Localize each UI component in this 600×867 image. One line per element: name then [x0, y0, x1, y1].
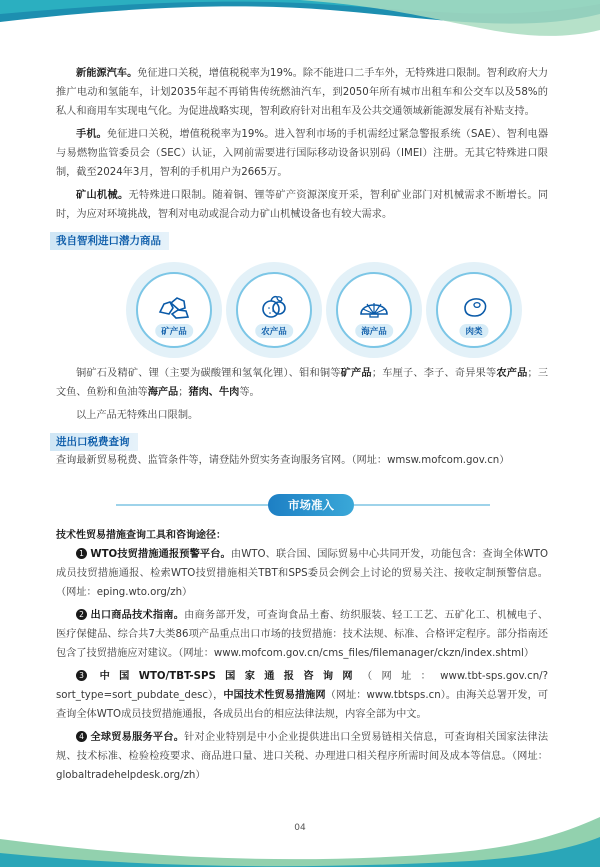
item-number-badge: 1: [76, 548, 87, 559]
paragraph-ev: [56, 64, 548, 121]
market-access-header: [56, 494, 548, 516]
category-label: 肉类: [459, 324, 488, 338]
ev-title: 新能源汽车。: [76, 68, 138, 79]
category-label: 矿产品: [155, 324, 193, 338]
category-label: 农产品: [255, 324, 293, 338]
mining-title: 矿山机械。: [76, 190, 129, 201]
bottom-wave-decoration: [0, 777, 600, 867]
market-item-3: 3 中国WTO/TBT-SPS国家通报咨询网（网址：www.tbt-sps.gov.cn/?sort_type=sort_pubdate_desc），中国技术性贸易措施网（网址：www.tbtsps.cn）。由海关总署开发，可查询全体WTO成员技贸措施通报，各成员出台的相应法律法规，内容全部为中文。: [56, 671, 549, 720]
market-item-2: 2 出口商品技术指南。由商务部开发，可查询食品土畜、纺织服装、轻工工艺、五矿化工、机械电子、医疗保健品、综合共7大类86项产品重点出口市场的技贸措施：技术法规、标准、合格评定程序。部分指南还包含了技贸措施应对建议。（网址：www.mofcom.gov.cn/cms_files/filemanager/ckzn/index.shtml）: [56, 610, 549, 659]
phone-body: 免征进口关税，增值税税率为19%。进入智利市场的手机需经过紧急警报系统（SAE）、智利电器与易燃物监管委员会（SEC）认证，入网前需要进行国际移动设备识别码（IMEI）注册。无其它特殊进口限制，截至2024年3月，智利的手机用户为2665万。: [56, 129, 549, 178]
potential-goods-heading: 我自智利进口潜力商品: [50, 232, 169, 250]
item-number-badge: 4: [76, 731, 87, 742]
page-number: 04: [294, 823, 306, 833]
tariff-query-text: 查询最新贸易税费、监管条件等，请登陆外贸实务查询服务官网。（网址：wmsw.mofcom.gov.cn）: [56, 455, 510, 466]
category-produce: [226, 262, 322, 358]
minerals-icon: [157, 294, 191, 320]
category-label: 海产品: [355, 324, 393, 338]
tariff-query-heading: 进出口税费查询: [50, 433, 138, 451]
export-restriction-note: 以上产品无特殊出口限制。: [76, 410, 199, 421]
item-number-badge: 3: [76, 670, 87, 681]
item-number-badge: 2: [76, 609, 87, 620]
product-category-circles: [126, 262, 548, 358]
potential-goods-description: 铜矿石及精矿、锂（主要为碳酸锂和氢氧化锂）、钼和铜等矿产品；车厘子、李子、奇异果等农产品；三文鱼、鱼粉和鱼油等海产品；猪肉、牛肉等。: [56, 368, 549, 398]
market-item-1: 1 WTO技贸措施通报预警平台。由WTO、联合国、国际贸易中心共同开发，功能包含：查询全体WTO成员技贸措施通报、检索WTO技贸措施相关TBT和SPS委员会例会上讨论的贸易关注、接收定制预警信息。（网址：eping.wto.org/zh）: [56, 549, 548, 598]
phone-title: 手机。: [76, 129, 108, 140]
tbt-tools-subtitle: 技术性贸易措施查询工具和咨询途径：: [56, 530, 226, 541]
market-access-title: 市场准入: [268, 494, 354, 516]
top-wave-decoration: [0, 0, 600, 60]
market-item-4: 4 全球贸易服务平台。针对企业特别是中小企业提供进出口全贸易链相关信息，可查询相关国家法律法规、技术标准、检验检疫要求、商品进口量、进口关税、办理进口相关程序所需时间及成本等信息。（网址：globaltradehelpdesk.org/zh）: [56, 732, 549, 781]
paragraph-phone: [56, 125, 548, 182]
produce-icon: [257, 294, 291, 320]
category-seafood: [326, 262, 422, 358]
mining-body: 无特殊进口限制。随着铜、锂等矿产资源深度开采，智利矿业部门对机械需求不断增长。同时，为应对环境挑战，智利对电动或混合动力矿山机械设备也有较大需求。: [56, 190, 549, 220]
page-content: [56, 64, 548, 785]
category-minerals: [126, 262, 222, 358]
paragraph-mining: [56, 186, 548, 224]
meat-icon: [457, 294, 491, 320]
category-meat: [426, 262, 522, 358]
ev-body: 免征进口关税，增值税税率为19%。除不能进口二手车外，无特殊进口限制。智利政府大力推广电动和氢能车，计划2035年起不再销售传统燃油汽车，到2050年所有城市出租车和公交车以及58%的私人和商用车实现电气化。为促进战略实现，智利政府针对出租车及公共交通领域新能源发展有补贴支持。: [56, 68, 549, 117]
shell-icon: [357, 294, 391, 320]
